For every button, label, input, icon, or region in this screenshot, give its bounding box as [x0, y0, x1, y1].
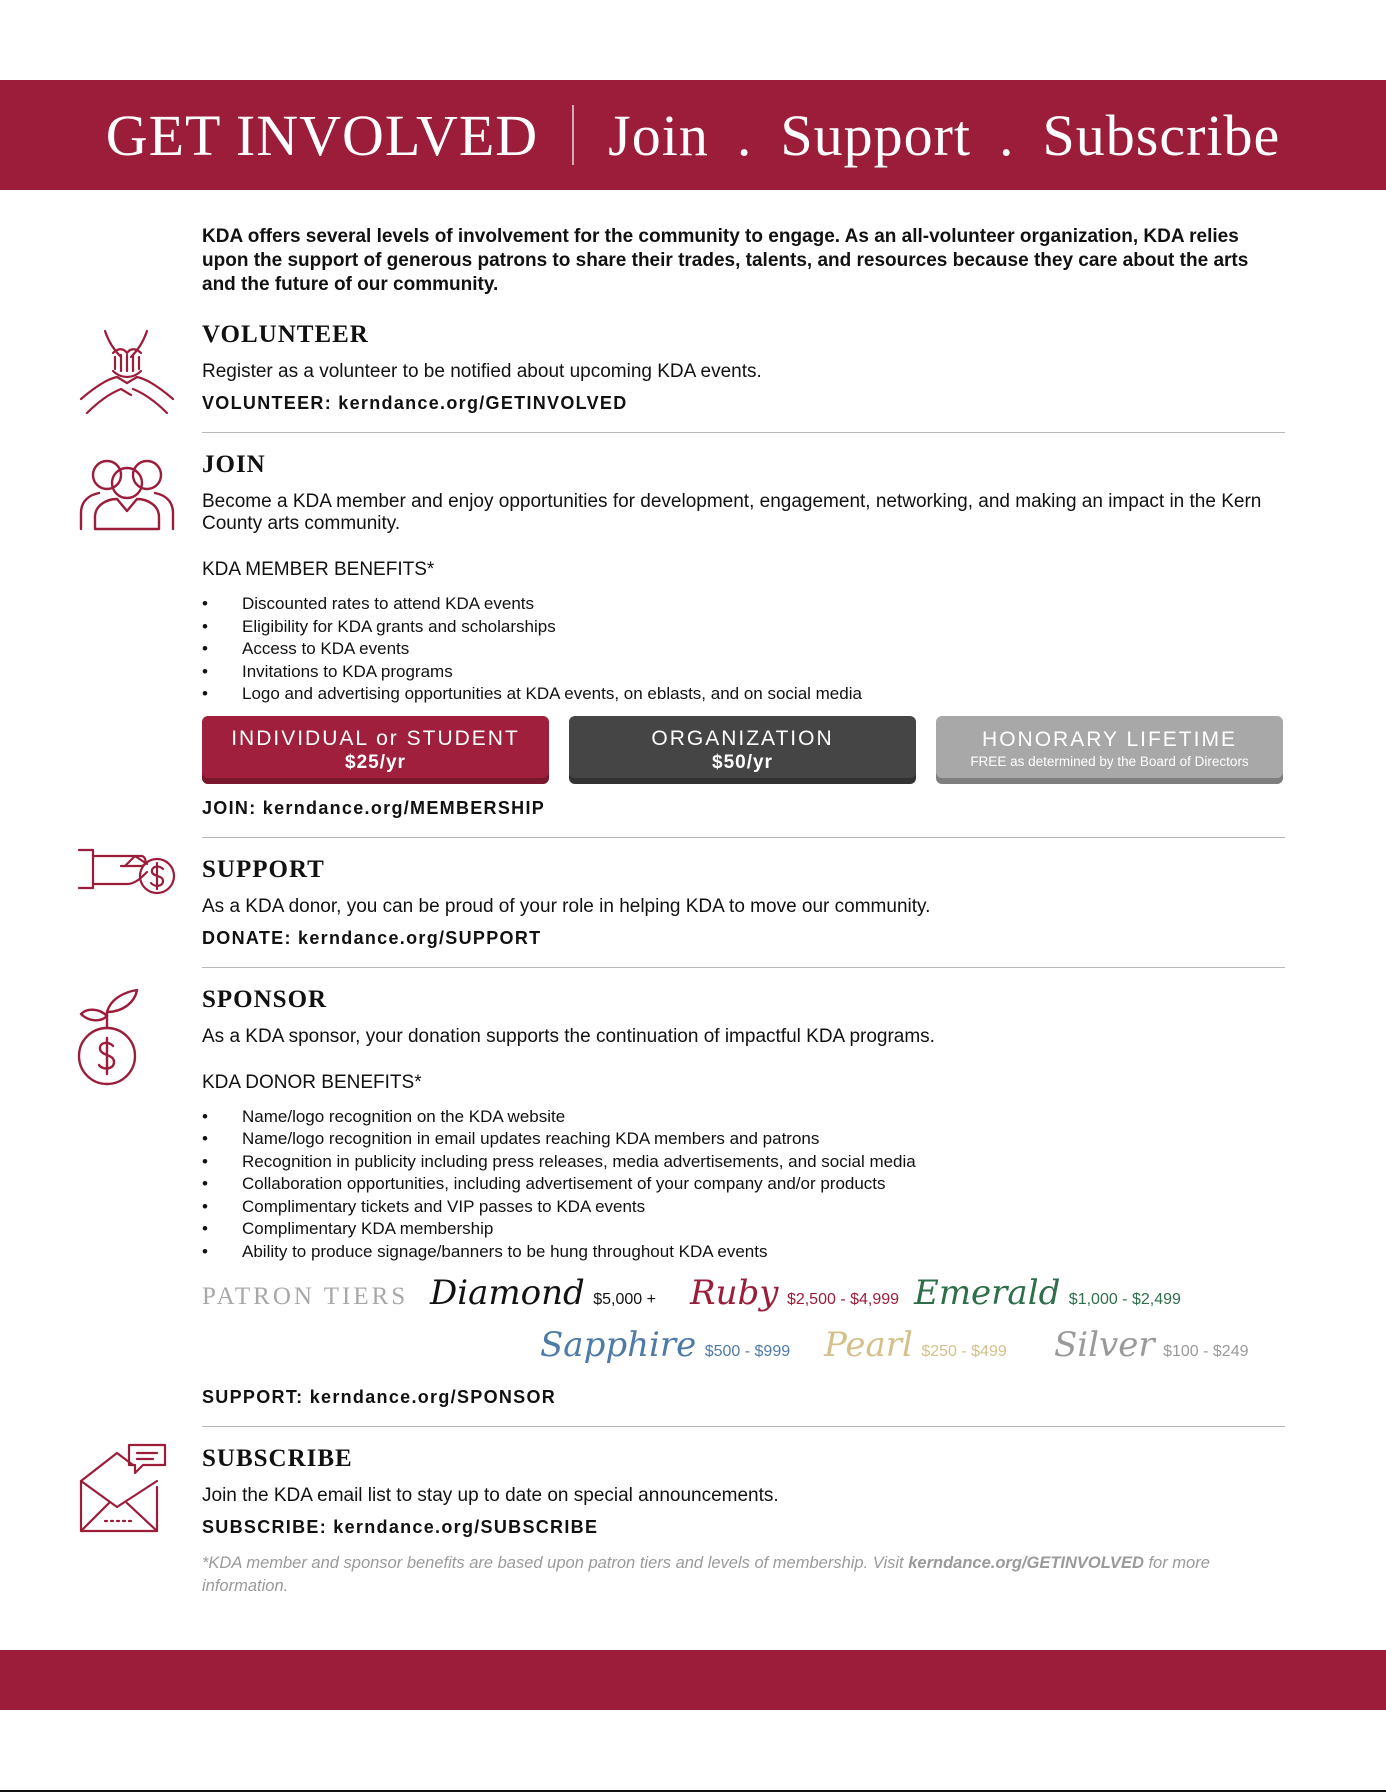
- list-item: • Eligibility for KDA grants and scholarships: [202, 616, 1285, 639]
- donate-link[interactable]: DONATE: kerndance.org/SUPPORT: [202, 927, 542, 948]
- tier-ruby: [690, 1273, 899, 1313]
- honorary-lifetime-button[interactable]: [936, 716, 1283, 784]
- tier-price: $50/yr: [712, 751, 773, 773]
- list-item: • Complimentary KDA membership: [202, 1218, 1285, 1241]
- nav-dot: .: [736, 102, 753, 168]
- subscribe-link[interactable]: SUBSCRIBE: kerndance.org/SUBSCRIBE: [202, 1517, 599, 1537]
- tier-diamond: [430, 1273, 656, 1313]
- donor-benefits-title: KDA DONOR BENEFITS*: [202, 1071, 422, 1093]
- envelope-message-icon: [77, 1441, 167, 1536]
- sponsor-text: As a KDA sponsor, your donation supports the continuation of impactful KDA programs.: [202, 1025, 935, 1047]
- volunteer-text: Register as a volunteer to be notified about upcoming KDA events.: [202, 361, 762, 382]
- tier-price: $25/yr: [345, 751, 406, 773]
- individual-student-button[interactable]: [202, 716, 549, 784]
- volunteer-section: [202, 321, 1285, 432]
- list-item: • Ability to produce signage/banners to be hung throughout KDA events: [202, 1241, 1285, 1264]
- join-title: JOIN: [202, 451, 266, 478]
- list-item: • Collaboration opportunities, including advertisement of your company and/or products: [202, 1173, 1285, 1196]
- footnote-text: *KDA member and sponsor benefits are based upon patron tiers and levels of membership. Visit: [202, 1554, 909, 1572]
- tier-name: Ruby: [690, 1273, 779, 1313]
- hands-together-icon: [77, 323, 177, 423]
- intro-text: KDA offers several levels of involvement for the community to engage. As an all-volunteer organization, KDA relies upon the support of generous patrons to share their trades, talents, and resources because they care about the arts and the future of our community.: [202, 226, 1249, 295]
- tier-emerald: [914, 1273, 1181, 1313]
- sponsor-section: [202, 967, 1285, 1427]
- money-tree-icon: [77, 986, 157, 1086]
- sponsor-title: SPONSOR: [202, 985, 328, 1013]
- list-item: • Name/logo recognition in email updates reaching KDA members and patrons: [202, 1128, 1285, 1151]
- tier-name: Emerald: [914, 1273, 1061, 1313]
- volunteer-link[interactable]: VOLUNTEER: kerndance.org/GETINVOLVED: [202, 393, 628, 413]
- support-text: As a KDA donor, you can be proud of your role in helping KDA to move our community.: [202, 895, 931, 917]
- tier-note: FREE as determined by the Board of Directors: [970, 754, 1249, 769]
- subscribe-text: Join the KDA email list to stay up to date on special announcements.: [202, 1485, 779, 1506]
- main-content: [202, 225, 1285, 1612]
- footnote: [202, 1552, 1285, 1598]
- tier-range: $2,500 - $4,999: [786, 1291, 900, 1308]
- group-people-icon: [77, 449, 177, 549]
- organization-button[interactable]: [569, 716, 916, 784]
- nav-dot: .: [999, 102, 1015, 168]
- footnote-link[interactable]: kerndance.org/GETINVOLVED: [908, 1554, 1144, 1572]
- list-item: • Recognition in publicity including press releases, media advertisements, and social media: [202, 1151, 1285, 1174]
- tier-sapphire: [540, 1325, 790, 1365]
- membership-tiers: [202, 716, 1285, 784]
- tier-name: Pearl: [824, 1325, 913, 1365]
- volunteer-title: VOLUNTEER: [202, 321, 369, 348]
- tier-range: $500 - $999: [704, 1343, 791, 1360]
- nav-join[interactable]: Join: [608, 102, 709, 168]
- tier-name: Silver: [1054, 1325, 1155, 1365]
- support-section: [202, 837, 1285, 967]
- tier-silver: [1054, 1325, 1248, 1365]
- member-benefits-list: [202, 593, 1285, 706]
- join-link[interactable]: JOIN: kerndance.org/MEMBERSHIP: [202, 797, 546, 818]
- list-item: • Invitations to KDA programs: [202, 661, 1285, 684]
- subscribe-section: [202, 1426, 1285, 1612]
- header-banner: [0, 80, 1386, 190]
- footnote-text-end: for more information.: [202, 1554, 1210, 1595]
- patron-tiers: [202, 1273, 1285, 1381]
- donor-benefits-list: [202, 1106, 1285, 1264]
- list-item: • Access to KDA events: [202, 638, 1285, 661]
- tier-title: ORGANIZATION: [651, 726, 834, 750]
- header-title: GET INVOLVED: [105, 102, 539, 168]
- list-item: • Name/logo recognition on the KDA website: [202, 1106, 1285, 1129]
- support-title: SUPPORT: [202, 855, 325, 883]
- patron-tiers-label: PATRON TIERS: [202, 1283, 409, 1310]
- header-divider: [572, 105, 574, 165]
- join-text: Become a KDA member and enjoy opportunities for development, engagement, networking, and making an impact in the Kern County arts community.: [202, 491, 1262, 534]
- tier-range: $100 - $249: [1163, 1343, 1249, 1360]
- sponsor-link[interactable]: SUPPORT: kerndance.org/SPONSOR: [202, 1387, 557, 1407]
- member-benefits-title: KDA MEMBER BENEFITS*: [202, 559, 435, 580]
- nav-support[interactable]: Support: [780, 102, 972, 168]
- tier-name: Sapphire: [540, 1325, 697, 1365]
- tier-range: $5,000 +: [593, 1291, 656, 1308]
- list-item: • Logo and advertising opportunities at KDA events, on eblasts, and on social media: [202, 683, 1285, 706]
- tier-range: $250 - $499: [921, 1343, 1007, 1360]
- list-item: • Discounted rates to attend KDA events: [202, 593, 1285, 616]
- tier-range: $1,000 - $2,499: [1068, 1291, 1181, 1308]
- join-section: [202, 432, 1285, 837]
- hand-money-icon: [77, 842, 177, 902]
- list-item: • Complimentary tickets and VIP passes to KDA events: [202, 1196, 1285, 1219]
- tier-pearl: [824, 1325, 1007, 1365]
- tier-title: INDIVIDUAL or STUDENT: [231, 726, 520, 750]
- subscribe-title: SUBSCRIBE: [202, 1445, 353, 1472]
- nav-subscribe[interactable]: Subscribe: [1042, 102, 1281, 168]
- footer-bar: [0, 1650, 1386, 1710]
- tier-title: HONORARY LIFETIME: [982, 728, 1237, 751]
- tier-name: Diamond: [430, 1273, 585, 1313]
